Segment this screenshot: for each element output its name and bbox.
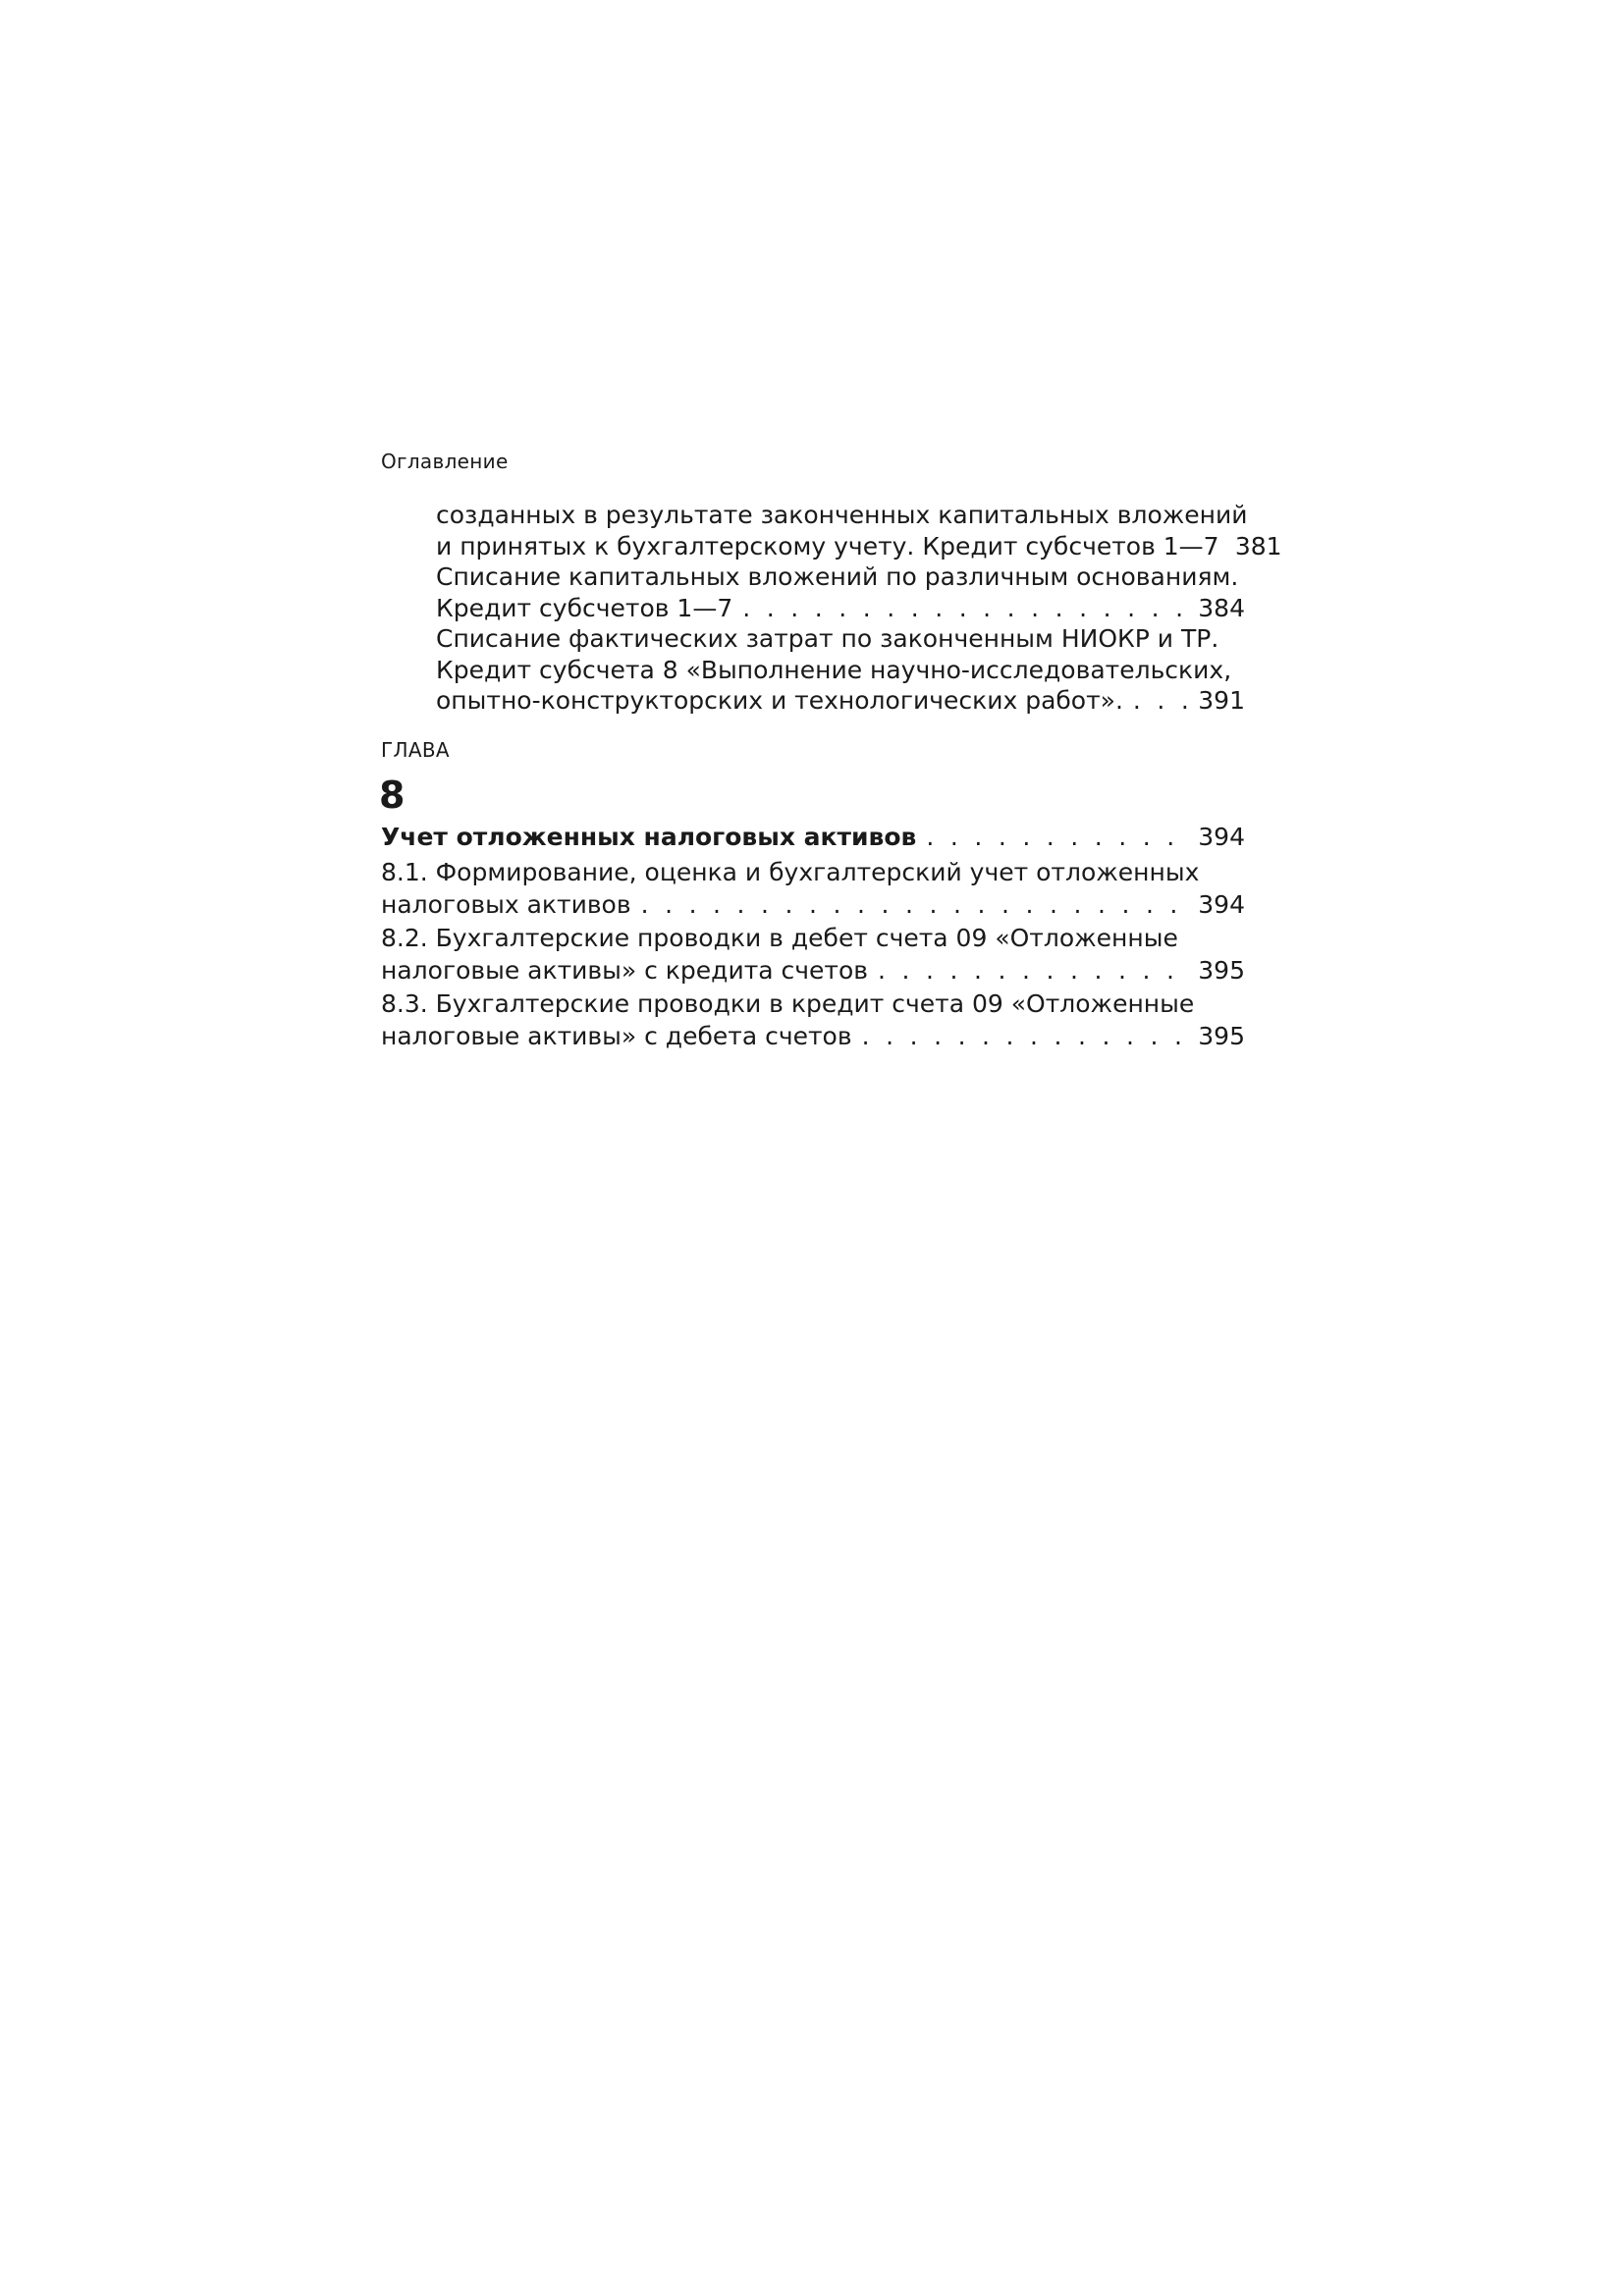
- toc-entry-last-line: [381, 954, 1245, 988]
- chapter-label: ГЛАВА: [381, 738, 450, 762]
- running-head: Оглавление: [381, 450, 509, 473]
- toc-page-number: 394: [1198, 823, 1245, 851]
- toc-chapter-section: [381, 821, 1245, 1053]
- toc-entry-last-line: [381, 821, 1245, 854]
- toc-entry-text: опытно-конструкторских и технологических работ».: [436, 686, 1123, 715]
- dot-leader: [641, 888, 1192, 922]
- dot-leader: [742, 593, 1192, 624]
- toc-entry-last-line: [381, 888, 1245, 922]
- toc-entry-text: и принятых к бухгалтерскому учету. Кредит субсчетов 1—7: [436, 531, 1219, 561]
- dot-leader: [926, 821, 1192, 854]
- toc-entry-text: налоговых активов: [381, 890, 631, 919]
- toc-entry-text: налоговые активы» с кредита счетов: [381, 956, 869, 985]
- dot-leader: [878, 954, 1192, 988]
- toc-page-number: 395: [1198, 1022, 1245, 1050]
- toc-page-number: 395: [1198, 956, 1245, 985]
- toc-entry-line: Списание капитальных вложений по различным основаниям.: [436, 562, 1239, 591]
- toc-page-number: 391: [1198, 686, 1245, 715]
- toc-page-number: 384: [1198, 593, 1245, 622]
- toc-chapter-title-entry: [381, 821, 1245, 854]
- toc-entry-line: созданных в результате законченных капитальных вложений: [436, 501, 1248, 529]
- toc-entry-last-line: [436, 531, 1282, 562]
- toc-entry-last-line: [436, 685, 1245, 717]
- toc-entry-line: 8.2. Бухгалтерские проводки в дебет счета 09 «Отложенные: [381, 923, 1178, 952]
- chapter-number: 8: [379, 774, 406, 817]
- toc-section-entry: [381, 988, 1245, 1053]
- toc-entry-line: Списание фактических затрат по законченным НИОКР и ТР.: [436, 624, 1219, 653]
- dot-leader: [862, 1020, 1192, 1053]
- toc-entry-text: налоговые активы» с дебета счетов: [381, 1022, 852, 1050]
- dot-leader: [1133, 685, 1192, 717]
- toc-entry-line: 8.3. Бухгалтерские проводки в кредит счета 09 «Отложенные: [381, 988, 1195, 1018]
- toc-page-number: 394: [1198, 890, 1245, 919]
- toc-section-entry: [381, 922, 1245, 988]
- toc-entry-text: Кредит субсчетов 1—7: [436, 593, 733, 622]
- toc-entry-line: Кредит субсчета 8 «Выполнение научно-исследовательских,: [436, 655, 1232, 684]
- toc-entry: [436, 623, 1245, 717]
- toc-entry-last-line: [436, 593, 1245, 624]
- toc-section-entry: [381, 856, 1245, 922]
- toc-entry: [436, 561, 1245, 623]
- toc-entry-last-line: [381, 1020, 1245, 1053]
- toc-entry: [436, 500, 1282, 561]
- toc-continued-section: [381, 500, 1282, 717]
- toc-entry-line: 8.1. Формирование, оценка и бухгалтерский учет отложенных: [381, 857, 1200, 886]
- chapter-title: Учет отложенных налоговых активов: [381, 823, 917, 851]
- toc-page-number: 381: [1234, 531, 1282, 561]
